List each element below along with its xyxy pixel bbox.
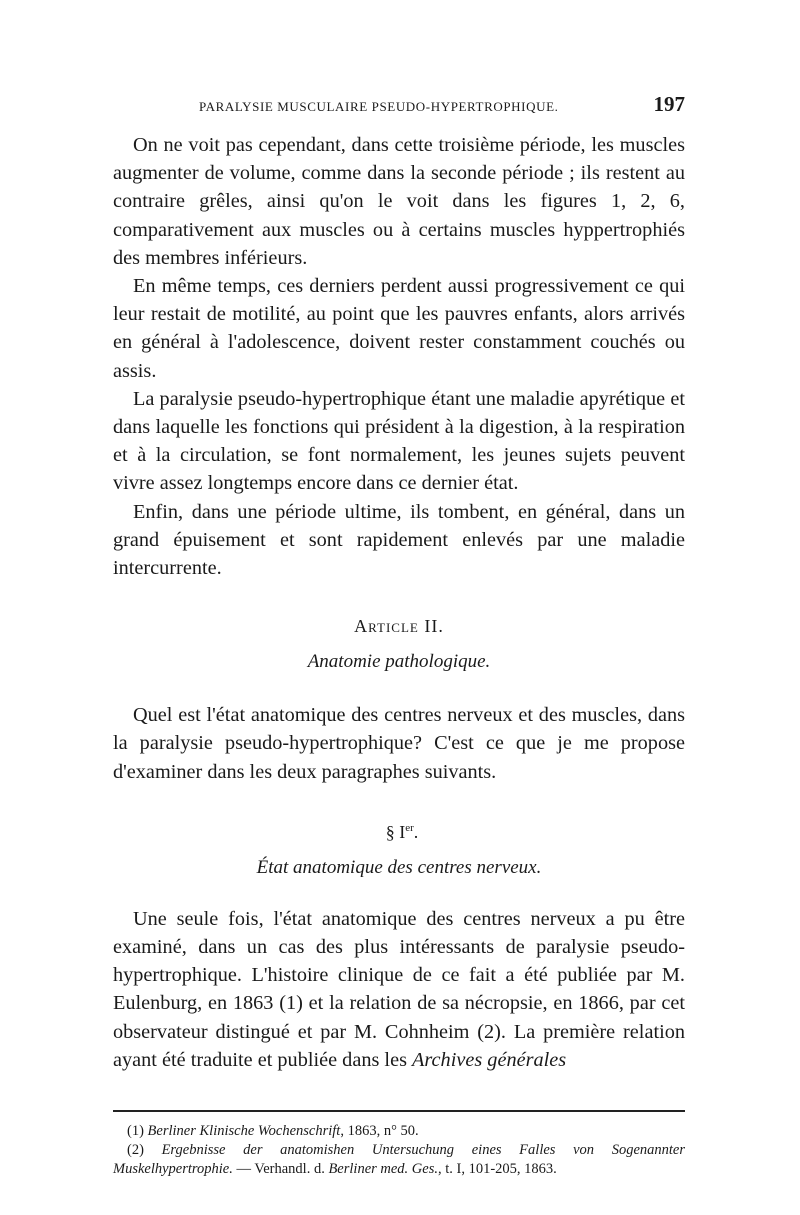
paragraph-3: La paralysie pseudo-hypertrophique étant une maladie apyrétique et dans laquelle les fonctions qui président à la digestion, à la respiration et à la circulation, se font normalement, les jeunes sujets peuvent vivre assez longtemps encore dans ce dernier état. xyxy=(113,387,685,495)
section-period: . xyxy=(413,821,419,842)
fn1-title: Berliner Klinische Wochenschrift xyxy=(147,1123,341,1140)
section-symbol: § I xyxy=(385,821,406,842)
fn2-journal: Berliner med. Ges. xyxy=(328,1161,438,1178)
page-header xyxy=(113,92,685,117)
fn1-rest: , 1863, n° 50. xyxy=(340,1123,419,1140)
paragraph-4: Enfin, dans une période ultime, ils tombent, en général, dans un grand épuisement et sont rapidement enlevés par une maladie intercurrente. xyxy=(113,500,685,580)
section-heading xyxy=(119,822,685,843)
paragraph-1: On ne voit pas cependant, dans cette troisième période, les muscles augmenter de volume, comme dans la seconde période ; ils restent au contraire grêles, ainsi qu'on le voit dans les figures 1, 2, 6, comparativement aux muscles ou à certains muscles hyppertrophiés des membres inférieurs. xyxy=(113,134,685,269)
fn2-mid: — Verhandl. d. xyxy=(232,1161,329,1178)
running-title: PARALYSIE MUSCULAIRE PSEUDO-HYPERTROPHIQUE. xyxy=(199,99,559,114)
page-number: 197 xyxy=(653,92,685,116)
section-title: État anatomique des centres nerveux. xyxy=(256,856,542,878)
book-page xyxy=(113,92,685,1179)
section-body-text: Une seule fois, l'état anatomique des centres nerveux a pu être examiné, dans un cas des plus intéressants de paralysie pseudo-hypertrophique. L'histoire clinique de ce fait a été publiée par M. Eulenburg, en 1863 (1) et la relation de sa nécropsie, en 1866, par cet observateur distingué et par M. Cohnheim (2). La première relation ayant été traduite et publiée dans les xyxy=(113,907,685,1071)
fn2-title: Ergebnisse der anatomishen Untersuchung eines Falles von Sogenannter Muskelhypertrophie. xyxy=(113,1142,685,1178)
footnote-1 xyxy=(113,1122,685,1141)
article-intro: Quel est l'état anatomique des centres nerveux et des muscles, dans la paralysie pseudo-hypertrophique? C'est ce que je me propose d'examiner dans les deux paragraphes suivants. xyxy=(113,704,685,783)
section-body-italic: Archives générales xyxy=(412,1048,567,1071)
article-subtitle: Anatomie pathologique. xyxy=(307,651,491,673)
fn2-num: (2) xyxy=(127,1142,162,1159)
fn1-num: (1) xyxy=(127,1123,148,1140)
section-sup: er xyxy=(405,821,414,834)
section-body xyxy=(113,905,685,1074)
fn2-rest: , t. I, 101-205, 1863. xyxy=(437,1161,557,1178)
paragraph-2: En même temps, ces derniers perdent aussi progressivement ce qui leur restait de motilité, au point que les pauvres enfants, alors arrivés en général à l'adolescence, doivent rester constamment couchés ou assis. xyxy=(113,275,685,382)
footnote-2 xyxy=(113,1141,685,1179)
article-heading: Article II. xyxy=(354,616,444,637)
footnote-rule xyxy=(113,1110,685,1112)
